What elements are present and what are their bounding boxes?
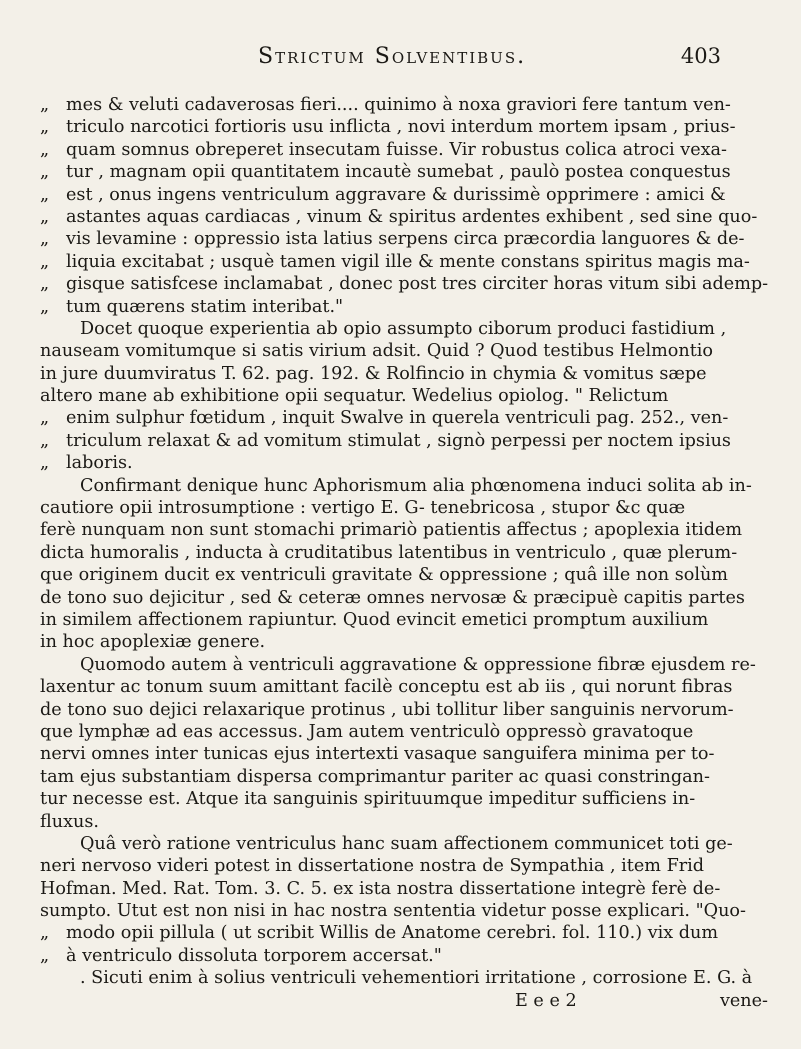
quotation-mark: „ <box>40 162 50 183</box>
text-line <box>40 967 768 989</box>
line-text: tam ejus substantiam dispersa comprimantur pariter ac quasi constringan- <box>40 766 710 787</box>
quotation-mark: „ <box>40 430 50 451</box>
text-line <box>40 251 768 273</box>
quotation-mark: „ <box>40 923 50 944</box>
text-line <box>40 788 768 810</box>
text-line <box>40 609 768 631</box>
line-text: Hofman. Med. Rat. Tom. 3. C. 5. ex ista nostra dissertatione integrè ferè de- <box>40 878 721 899</box>
text-line <box>40 497 768 519</box>
text-line <box>40 452 768 474</box>
line-text: cautiore opii introsumptione : vertigo E. G- tenebricosa , stupor &c quæ <box>40 498 686 519</box>
text-line <box>40 542 768 564</box>
line-text: laxentur ac tonum suum amittant facilè conceptu est ab iis , qui norunt fibras <box>40 677 733 698</box>
quotation-mark: „ <box>40 184 50 205</box>
line-text: . Sicuti enim à solius ventriculi vehementiori irritatione , corrosione E. G. à <box>80 968 753 989</box>
line-text: Quâ verò ratione ventriculus hanc suam affectionem communicet toti ge- <box>80 833 733 854</box>
line-text: dicta humoralis , inducta à cruditatibus latentibus in ventriculo , quæ plerum- <box>40 542 738 563</box>
line-text: nervi omnes inter tunicas ejus intertexti vasaque sanguifera minima per to- <box>40 744 715 765</box>
line-text: Confirmant denique hunc Aphorismum alia phœnomena induci solita ab in- <box>80 475 752 496</box>
line-text: liquia excitabat ; usquè tamen vigil ille & mente constans spiritus magis ma- <box>66 251 750 272</box>
text-line <box>40 139 768 161</box>
quotation-mark: „ <box>40 945 50 966</box>
text-line <box>40 318 768 340</box>
line-text: que originem ducit ex ventriculi gravitate & oppressione ; quâ ille non solùm <box>40 565 728 586</box>
quotation-mark: „ <box>40 95 50 115</box>
line-text: vis levamine : oppressio ista latius serpens circa præcordia languores & de- <box>66 229 745 250</box>
page-footer <box>40 990 768 1012</box>
line-text: in hoc apoplexiæ genere. <box>40 632 266 653</box>
quotation-mark: „ <box>40 117 50 138</box>
text-line <box>40 721 768 743</box>
line-text: quam somnus obreperet insecutam fuisse. Vir robustus colica atroci vexa- <box>66 139 727 160</box>
text-line <box>40 855 768 877</box>
line-text: in similem affectionem rapiuntur. Quod evincit emetici promptum auxilium <box>40 609 709 630</box>
text-line <box>40 407 768 429</box>
line-text: Quomodo autem à ventriculi aggravatione & oppressione fibræ ejusdem re- <box>80 654 756 675</box>
line-text: Docet quoque experientia ab opio assumpto ciborum produci fastidium , <box>80 318 727 339</box>
text-line <box>40 385 768 407</box>
line-text: laboris. <box>66 453 133 474</box>
line-text: à ventriculo dissoluta torporem accersat." <box>66 945 442 966</box>
quotation-mark: „ <box>40 296 50 317</box>
line-text: est , onus ingens ventriculum aggravare & durissimè opprimere : amici & <box>66 184 726 205</box>
text-line <box>40 564 768 586</box>
line-text: tum quærens statim interibat." <box>66 296 344 317</box>
text-line <box>40 161 768 183</box>
catchword: vene- <box>719 990 768 1011</box>
text-line <box>40 699 768 721</box>
text-line <box>40 922 768 944</box>
quotation-mark: „ <box>40 274 50 295</box>
text-line <box>40 228 768 250</box>
text-line <box>40 811 768 833</box>
text-line <box>40 833 768 855</box>
running-title: Strictum Solventibus. <box>258 44 527 69</box>
quotation-mark: „ <box>40 408 50 429</box>
text-line <box>40 363 768 385</box>
text-line <box>40 878 768 900</box>
quotation-mark: „ <box>40 139 50 160</box>
quotation-mark: „ <box>40 251 50 272</box>
line-text: de tono suo dejici relaxarique protinus , ubi tollitur liber sanguinis nervorum- <box>40 699 734 720</box>
line-text: astantes aquas cardiacas , vinum & spiritus ardentes exhibent , sed sine quo- <box>66 206 758 227</box>
body-text <box>40 94 768 1012</box>
line-text: de tono suo dejicitur , sed & ceteræ omnes nervosæ & præcipuè capitis partes <box>40 587 745 608</box>
line-text: que lymphæ ad eas accessus. Jam autem ventriculò oppressò gravatoque <box>40 721 694 742</box>
text-line <box>40 654 768 676</box>
text-line <box>40 743 768 765</box>
text-line <box>40 340 768 362</box>
line-text: enim sulphur fœtidum , inquit Swalve in querela ventriculi pag. 252., ven- <box>66 408 729 429</box>
text-line <box>40 94 768 116</box>
running-head <box>0 44 801 84</box>
text-line <box>40 945 768 967</box>
text-line <box>40 116 768 138</box>
line-text: sumpto. Utut est non nisi in hac nostra sententia videtur posse explicari. "Quo- <box>40 901 746 922</box>
text-line <box>40 273 768 295</box>
text-line <box>40 206 768 228</box>
line-text: triculum relaxat & ad vomitum stimulat , signò perpessi per noctem ipsius <box>66 430 731 451</box>
line-text: gisque satisfcese inclamabat , donec post tres circiter horas vitum sibi ademp- <box>66 274 768 295</box>
line-text: modo opii pillula ( ut scribit Willis de Anatome cerebri. fol. 110.) vix dum <box>66 923 719 944</box>
line-text: tur necesse est. Atque ita sanguinis spirituumque impeditur sufficiens in- <box>40 789 696 810</box>
line-text: in jure duumviratus T. 62. pag. 192. & Rolfincio in chymia & vomitus sæpe <box>40 363 707 384</box>
quotation-mark: „ <box>40 453 50 474</box>
line-text: ferè nunquam non sunt stomachi primariò patientis affectus ; apoplexia itidem <box>40 520 743 541</box>
text-line <box>40 676 768 698</box>
line-text: mes & veluti cadaverosas fieri.... quinimo à noxa graviori fere tantum ven- <box>66 95 731 115</box>
signature-mark: E e e 2 <box>515 990 577 1011</box>
text-line <box>40 184 768 206</box>
line-text: altero mane ab exhibitione opii sequatur. Wedelius opiolog. " Relictum <box>40 386 669 407</box>
page-number: 403 <box>680 44 721 68</box>
text-line <box>40 900 768 922</box>
text-line <box>40 475 768 497</box>
text-line <box>40 631 768 653</box>
line-text: nauseam vomitumque si satis virium adsit. Quid ? Quod testibus Helmontio <box>40 341 714 362</box>
text-line <box>40 519 768 541</box>
text-line <box>40 766 768 788</box>
quotation-mark: „ <box>40 206 50 227</box>
line-text: neri nervoso videri potest in dissertatione nostra de Sympathia , item Frid <box>40 856 705 877</box>
text-line <box>40 430 768 452</box>
line-text: triculo narcotici fortioris usu inflicta , novi interdum mortem ipsam , prius- <box>66 117 736 138</box>
text-line <box>40 587 768 609</box>
line-text: tur , magnam opii quantitatem incautè sumebat , paulò postea conquestus <box>66 162 731 183</box>
text-line <box>40 296 768 318</box>
line-text: fluxus. <box>40 811 99 832</box>
quotation-mark: „ <box>40 229 50 250</box>
